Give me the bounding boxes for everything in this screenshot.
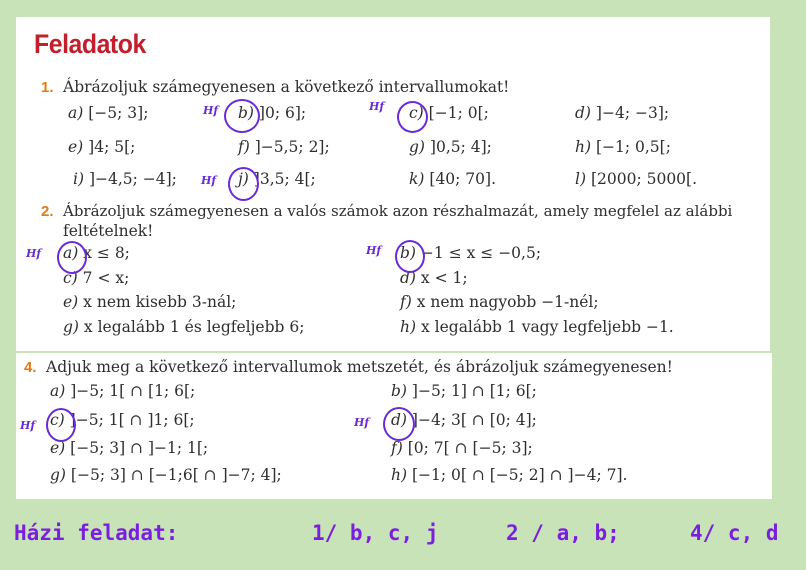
task1-number: 1.	[41, 79, 54, 96]
hf-mark-1b: Hf	[203, 104, 219, 117]
task4-item-g: g) [−5; 3] ∩ [−1;6[ ∩ ]−7; 4];	[50, 466, 282, 484]
homework-task2: 2 / a, b;	[506, 521, 620, 545]
hf-mark-4d: Hf	[354, 416, 370, 429]
task2-item-c: c) 7 < x;	[63, 269, 130, 287]
task1-item-c: c) [−1; 0[;	[409, 104, 489, 122]
annotation-circle-1b	[224, 99, 260, 133]
task2-item-h: h) x legalább 1 vagy legfeljebb −1.	[400, 318, 674, 336]
page-title: Feladatok	[34, 29, 146, 59]
task1-item-l: l) [2000; 5000[.	[575, 170, 698, 188]
textbook-page-top	[16, 17, 770, 351]
task1-item-h: h) [−1; 0,5[;	[575, 138, 671, 156]
task4-item-h: h) [−1; 0[ ∩ [−5; 2] ∩ ]−4; 7].	[391, 466, 628, 484]
hf-mark-2a: Hf	[26, 247, 42, 260]
hf-mark-4c: Hf	[20, 419, 36, 432]
homework-task1: 1/ b, c, j	[312, 521, 439, 545]
annotation-circle-4c	[46, 408, 76, 442]
task1-item-f: f) ]−5,5; 2];	[238, 138, 330, 156]
task4-item-d: d) ]−4; 3[ ∩ [0; 4];	[391, 411, 537, 429]
task2-item-f: f) x nem nagyobb −1-nél;	[400, 293, 599, 311]
task2-item-e: e) x nem kisebb 3-nál;	[63, 293, 237, 311]
annotation-circle-1c	[397, 101, 428, 133]
task1-item-d: d) ]−4; −3];	[575, 104, 670, 122]
task2-item-b: b) −1 ≤ x ≤ −0,5;	[400, 244, 542, 262]
hf-mark-1j: Hf	[201, 174, 217, 187]
hf-mark-1c: Hf	[369, 100, 385, 113]
task2-number: 2.	[41, 203, 54, 220]
task2-item-g: g) x legalább 1 és legfeljebb 6;	[63, 318, 305, 336]
annotation-circle-4d	[383, 407, 415, 441]
task1-text: Ábrázoljuk számegyenesen a következő intervallumokat!	[63, 78, 510, 96]
annotation-circle-2b	[395, 240, 425, 273]
task1-item-b: b) ]0; 6];	[238, 104, 307, 122]
task2-item-a: a) x ≤ 8;	[63, 244, 130, 262]
task4-number: 4.	[24, 359, 37, 376]
annotation-circle-1j	[228, 167, 259, 201]
task4-text: Adjuk meg a következő intervallumok metszetét, és ábrázoljuk számegyenesen!	[46, 358, 673, 376]
task1-item-e: e) ]4; 5[;	[68, 138, 136, 156]
task1-item-a: a) [−5; 3];	[68, 104, 149, 122]
task4-item-c: c) ]−5; 1[ ∩ ]1; 6[;	[50, 411, 195, 429]
task2-text-line1: Ábrázoljuk számegyenesen a valós számok azon részhalmazát, amely megfelel az alábbi	[63, 202, 733, 220]
task1-item-g: g) ]0,5; 4];	[409, 138, 492, 156]
task1-item-i: i) ]−4,5; −4];	[73, 170, 177, 188]
homework-task4: 4/ c, d	[690, 521, 779, 545]
task1-item-j: j) ]3,5; 4[;	[238, 170, 316, 188]
task4-item-b: b) ]−5; 1] ∩ [1; 6[;	[391, 382, 537, 400]
task1-item-k: k) [40; 70].	[409, 170, 497, 188]
task4-item-f: f) [0; 7[ ∩ [−5; 3];	[391, 439, 533, 457]
annotation-circle-2a	[57, 241, 87, 274]
task2-item-d: d) x < 1;	[400, 269, 468, 287]
homework-label: Házi feladat:	[14, 521, 179, 545]
task4-item-e: e) [−5; 3] ∩ ]−1; 1[;	[50, 439, 209, 457]
task2-text-line2: feltételnek!	[63, 222, 154, 240]
hf-mark-2b: Hf	[366, 244, 382, 257]
task4-item-a: a) ]−5; 1[ ∩ [1; 6[;	[50, 382, 196, 400]
